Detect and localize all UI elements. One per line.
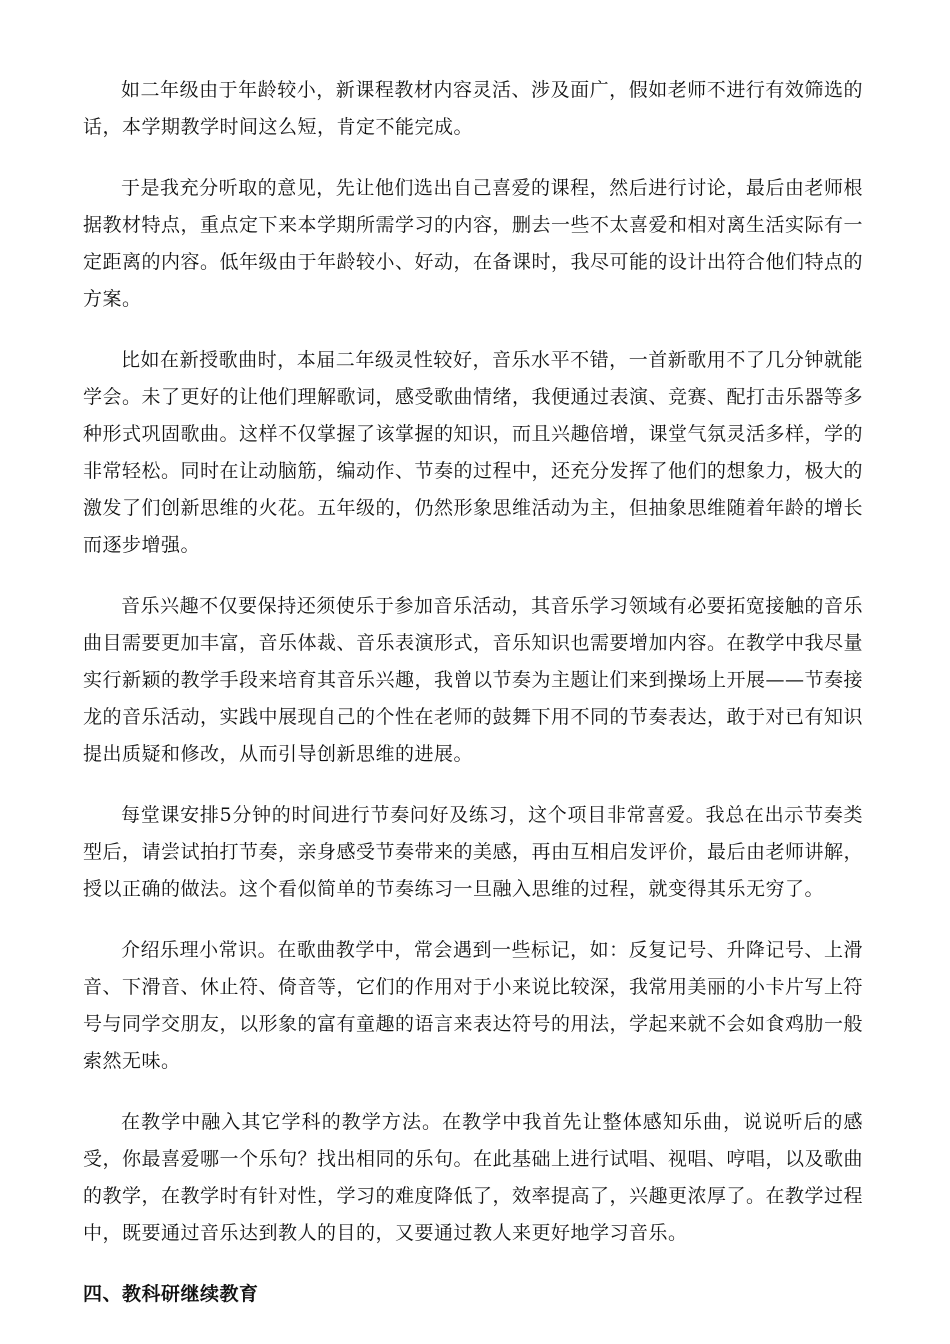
- paragraph-6: 介绍乐理小常识。在歌曲教学中，常会遇到一些标记，如：反复记号、升降记号、上滑音、下滑音、休止符、倚音等，它们的作用对于小来说比较深，我常用美丽的小卡片写上符号与同学交朋友，以形象的富有童趣的语言来表达符号的用法，学起来就不会如食鸡肋一般索然无味。: [83, 939, 864, 1072]
- document-body: [83, 72, 863, 1313]
- paragraph-1: 如二年级由于年龄较小，新课程教材内容灵活、涉及面广，假如老师不进行有效筛选的话，本学期教学时间这么短，肯定不能完成。: [83, 79, 863, 138]
- paragraph-5: 每堂课安排5分钟的时间进行节奏问好及练习，这个项目非常喜爱。我总在出示节奏类型后，请尝试拍打节奏，亲身感受节奏带来的美感，再由互相启发评价，最后由老师讲解，授以正确的做法。这个看似简单的节奏练习一旦融入思维的过程，就变得其乐无穷了。: [83, 804, 864, 900]
- section-heading: 四、教科研继续教育: [83, 1283, 259, 1305]
- paragraph-3: 比如在新授歌曲时，本届二年级灵性较好，音乐水平不错，一首新歌用不了几分钟就能学会。未了更好的让他们理解歌词，感受歌曲情绪，我便通过表演、竞赛、配打击乐器等多种形式巩固歌曲。这样不仅掌握了该掌握的知识，而且兴趣倍增，课堂气氛灵活多样，学的非常轻松。同时在让动脑筋，编动作、节奏的过程中，还充分发挥了他们的想象力，极大的激发了们创新思维的火花。五年级的，仍然形象思维活动为主，但抽象思维随着年龄的增长而逐步增强。: [83, 349, 864, 556]
- paragraph-7: 在教学中融入其它学科的教学方法。在教学中我首先让整体感知乐曲，说说听后的感受，你最喜爱哪一个乐句？找出相同的乐句。在此基础上进行试唱、视唱、哼唱，以及歌曲的教学，在教学时有针对性，学习的难度降低了，效率提高了，兴趣更浓厚了。在教学过程中，既要通过音乐达到教人的目的，又要通过教人来更好地学习音乐。: [83, 1111, 864, 1244]
- paragraph-4: 音乐兴趣不仅要保持还须使乐于参加音乐活动，其音乐学习领域有必要拓宽接触的音乐曲目需要更加丰富，音乐体裁、音乐表演形式，音乐知识也需要增加内容。在教学中我尽量实行新颖的教学手段来培育其音乐兴趣，我曾以节奏为主题让们来到操场上开展——节奏接龙的音乐活动，实践中展现自己的个性在老师的鼓舞下用不同的节奏表达，敢于对已有知识提出质疑和修改，从而引导创新思维的进展。: [83, 595, 864, 765]
- paragraph-2: 于是我充分听取的意见，先让他们选出自己喜爱的课程，然后进行讨论，最后由老师根据教材特点，重点定下来本学期所需学习的内容，删去一些不太喜爱和相对离生活实际有一定距离的内容。低年级由于年龄较小、好动，在备课时，我尽可能的设计出符合他们特点的方案。: [83, 177, 864, 310]
